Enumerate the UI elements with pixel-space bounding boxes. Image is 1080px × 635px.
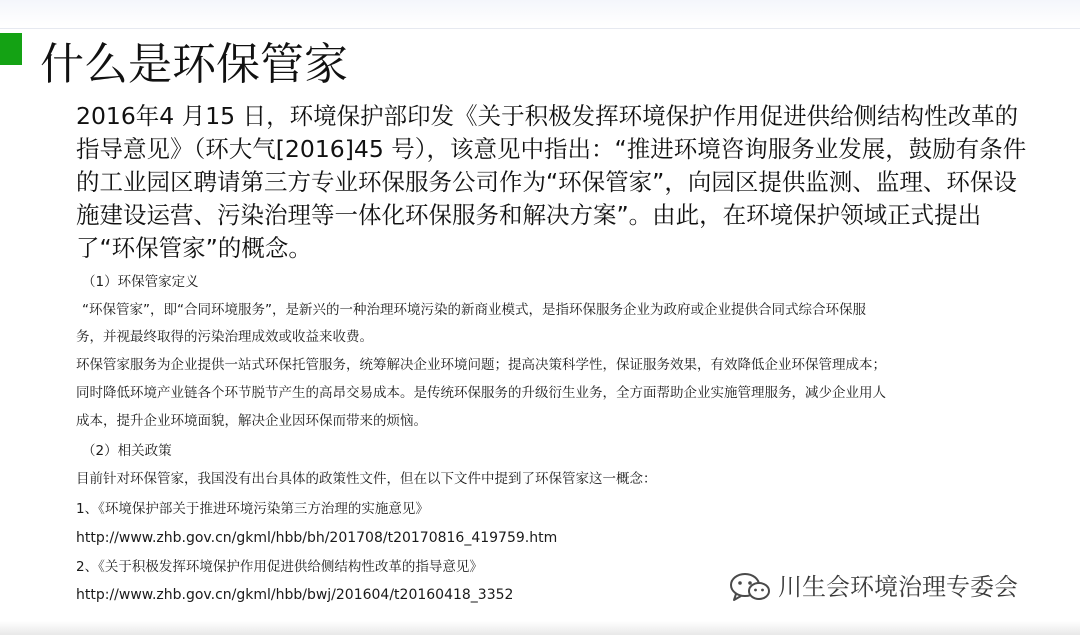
top-divider [0,28,1080,29]
intro-paragraph: 2016年4 月15 日，环境保护部印发《关于积极发挥环境保护作用促进供给侧结构性改革的指导意见》（环大气[2016]45 号），该意见中指出：“推进环境咨询服务业发展，鼓励有条件的工业园区聘请第三方专业环保服务公司作为“环保管家”，向园区提供监测、监理、环保设施建设运营、污染治理等一体化环保服务和解决方案”。由此，在环境保护领域正式提出了“环保管家”的概念。 [76,102,1027,262]
section-heading-definition: （1）环保管家定义 [82,274,199,290]
policy-link-1[interactable]: http://www.zhb.gov.cn/gkml/hbb/bh/201708/t20170816_419759.htm [76,530,558,546]
policy-document-2: 2、《关于积极发挥环境保护作用促进供给侧结构性改革的指导意见》 [76,559,483,575]
policy-intro-line: 目前针对环保管家，我国没有出台具体的政策性文件，但在以下文件中提到了环保管家这一概念： [76,471,657,487]
wechat-logo-icon [728,572,772,602]
service-line: 成本，提升企业环境面貌，解决企业因环保而带来的烦恼。 [76,413,427,429]
definition-line: “环保管家”，即“合同环境服务”，是新兴的一种治理环境污染的新商业模式，是指环保服务企业为政府或企业提供合同式综合环保服 [82,302,866,318]
definition-line: 务，并视最终取得的污染治理成效或收益来收费。 [76,329,373,345]
section-heading-policy: （2）相关政策 [82,443,172,459]
watermark-text: 川生会环境治理专委会 [778,573,1018,601]
policy-link-2[interactable]: http://www.zhb.gov.cn/gkml/hbb/bwj/201604/t20160418_3352 [76,587,514,603]
policy-document-1: 1、《环境保护部关于推进环境污染第三方治理的实施意见》 [76,501,429,517]
service-line: 环保管家服务为企业提供一站式环保托管服务，统筹解决企业环境问题；提高决策科学性，保证服务效果，有效降低企业环保管理成本； [76,357,886,373]
title-accent-bar [0,33,22,65]
service-line: 同时降低环境产业链各个环节脱节产生的高昂交易成本。是传统环保服务的升级衍生业务，全方面帮助企业实施管理服务，减少企业用人 [76,385,886,401]
slide-title: 什么是环保管家 [40,39,348,90]
watermark [728,570,1018,604]
bottom-edge [0,621,1080,635]
